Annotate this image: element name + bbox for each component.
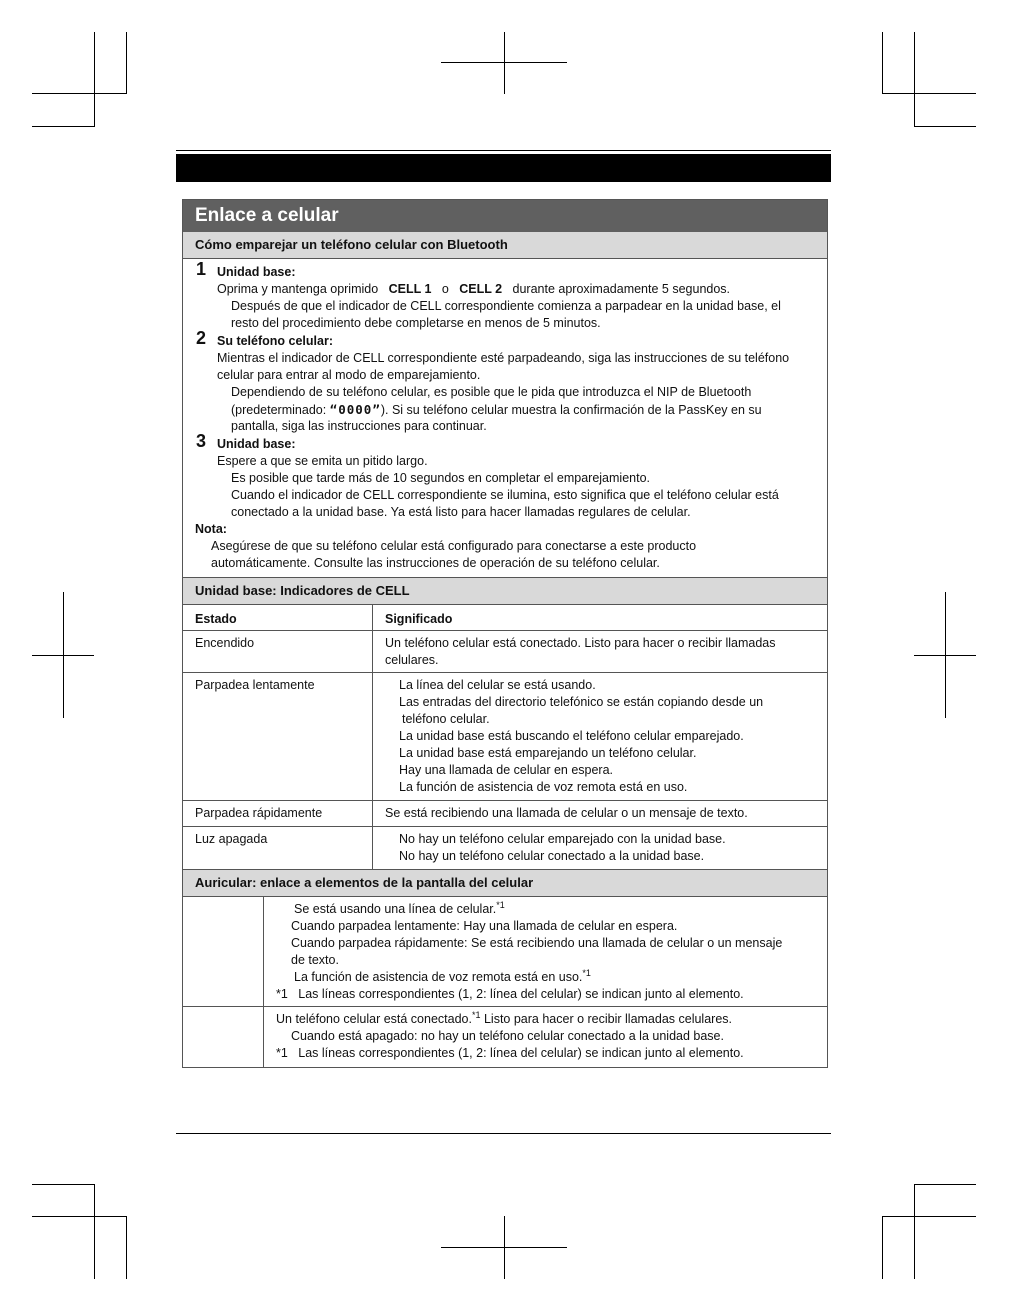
step-instruction: Espere a que se emita un pitido largo. (217, 454, 428, 468)
step-instruction: celular para entrar al modo de emparejamiento. (217, 368, 481, 382)
page-title: Enlace a celular (183, 200, 827, 232)
crop-mark (882, 1216, 883, 1279)
cell-connected-icon-cell (183, 1007, 264, 1067)
status-cell: Parpadea lentamente (183, 673, 373, 801)
header-band (176, 154, 831, 182)
note-text: automáticamente. Consulte las instrucciones de operación de su teléfono celular. (211, 556, 660, 570)
crop-mark (914, 32, 915, 127)
section-heading-handset: Auricular: enlace a elementos de la pantalla del celular (183, 869, 827, 897)
section-heading-indicators: Unidad base: Indicadores de CELL (183, 577, 827, 605)
crop-mark (32, 1184, 94, 1185)
header-rule (176, 150, 831, 151)
crop-mark (504, 32, 505, 94)
cell-link-icon-cell (183, 897, 264, 1007)
step-note: resto del procedimiento debe completarse en menos de 5 minutos. (231, 316, 601, 330)
meaning-cell: Se está recibiendo una llamada de celular o un mensaje de texto. (373, 801, 827, 827)
crop-mark (882, 1216, 976, 1217)
step-number: 2 (196, 328, 207, 348)
step-title: Unidad base: (217, 437, 296, 451)
step-number: 3 (196, 431, 207, 451)
crop-mark (32, 93, 126, 94)
column-header-status: Estado (183, 605, 373, 631)
crop-mark (126, 1216, 127, 1279)
step-title: Unidad base: (217, 265, 296, 279)
status-cell: Luz apagada (183, 827, 373, 869)
step-note: Después de que el indicador de CELL correspondiente comienza a parpadear en la unidad base, el (231, 299, 781, 313)
crop-mark (32, 126, 94, 127)
step-note: Es posible que tarde más de 10 segundos en completar el emparejamiento. (231, 471, 651, 485)
meaning-cell: Un teléfono celular está conectado. Listo para hacer o recibir llamadas celulares. (373, 631, 827, 673)
column-header-meaning: Significado (373, 605, 827, 631)
status-cell: Parpadea rápidamente (183, 801, 373, 827)
cell2-key-label: CELL 2 (459, 282, 503, 296)
handset-item-description: Un teléfono celular está conectado.$^{*1}$ Listo para hacer o recibir llamadas celulares. Cuando está apagado: no hay un teléfono celular conectado a la unidad base. *1 Las líneas correspondientes (1, 2: línea del celular) se indican junto al elemento. (276, 1009, 744, 1060)
step-note: Dependiendo de su teléfono celular, es posible que le pida que introduzca el NIP de Bluetooth (231, 385, 752, 399)
pairing-instructions (183, 259, 827, 577)
footer-rule (176, 1133, 831, 1134)
crop-mark (914, 655, 976, 656)
handset-table (183, 897, 827, 1067)
crop-mark (441, 62, 567, 63)
section-heading-pairing: Cómo emparejar un teléfono celular con Bluetooth (183, 232, 827, 259)
crop-mark (882, 93, 976, 94)
crop-mark (441, 1247, 567, 1248)
indicator-table (183, 605, 827, 869)
crop-mark (882, 32, 883, 94)
crop-mark (126, 32, 127, 94)
step-instruction: Oprima y mantenga oprimido CELL 1 o CELL 2 durante aproximadamente 5 segundos. (217, 282, 731, 296)
step-note: pantalla, siga las instrucciones para continuar. (231, 419, 487, 433)
crop-mark (94, 1184, 95, 1279)
status-cell: Encendido (183, 631, 373, 673)
crop-mark (914, 1184, 976, 1185)
step-note: conectado a la unidad base. Ya está listo para hacer llamadas regulares de celular. (231, 505, 691, 519)
crop-mark (32, 1216, 126, 1217)
step-number: 1 (196, 259, 207, 279)
crop-mark (94, 32, 95, 127)
cell1-key-label: CELL 1 (388, 282, 432, 296)
note-label: Nota: (195, 522, 227, 536)
note-text: Asegúrese de que su teléfono celular está configurado para conectarse a este producto (211, 539, 697, 553)
step-note: (predeterminado: “0000”). Si su teléfono celular muestra la confirmación de la PassKey en su (231, 402, 762, 417)
handset-item-description: Se está usando una línea de celular.$^{*1}$ Cuando parpadea lentamente: Hay una llamada de celular en espera. Cuando parpadea rápidamente: Se está recibiendo una llamada de celular o un mensaje de texto. La función de asistencia de voz remota está en uso.$^{*1}$ *1 Las líneas correspondientes (1, 2: línea del celular) se indican junto al elemento. (264, 897, 827, 1007)
meaning-cell: No hay un teléfono celular emparejado con la unidad base. No hay un teléfono celular conectado a la unidad base. (399, 832, 726, 863)
meaning-cell: La línea del celular se está usando. Las entradas del directorio telefónico se están copiando desde un teléfono celular. La unidad base está buscando el teléfono celular emparejado. La unidad base está emparejando un teléfono celular. Hay una llamada de celular en espera. La función de asistencia de voz remota está en uso. (373, 673, 827, 801)
crop-mark (914, 126, 976, 127)
content-box (182, 199, 828, 1068)
step-note: Cuando el indicador de CELL correspondiente se ilumina, esto significa que el teléfono celular está (231, 488, 779, 502)
step-title: Su teléfono celular: (217, 334, 333, 348)
crop-mark (32, 655, 94, 656)
crop-mark (914, 1184, 915, 1279)
default-pin-code: “0000” (329, 402, 381, 417)
step-instruction: Mientras el indicador de CELL correspondiente esté parpadeando, siga las instrucciones de su teléfono (217, 351, 790, 365)
